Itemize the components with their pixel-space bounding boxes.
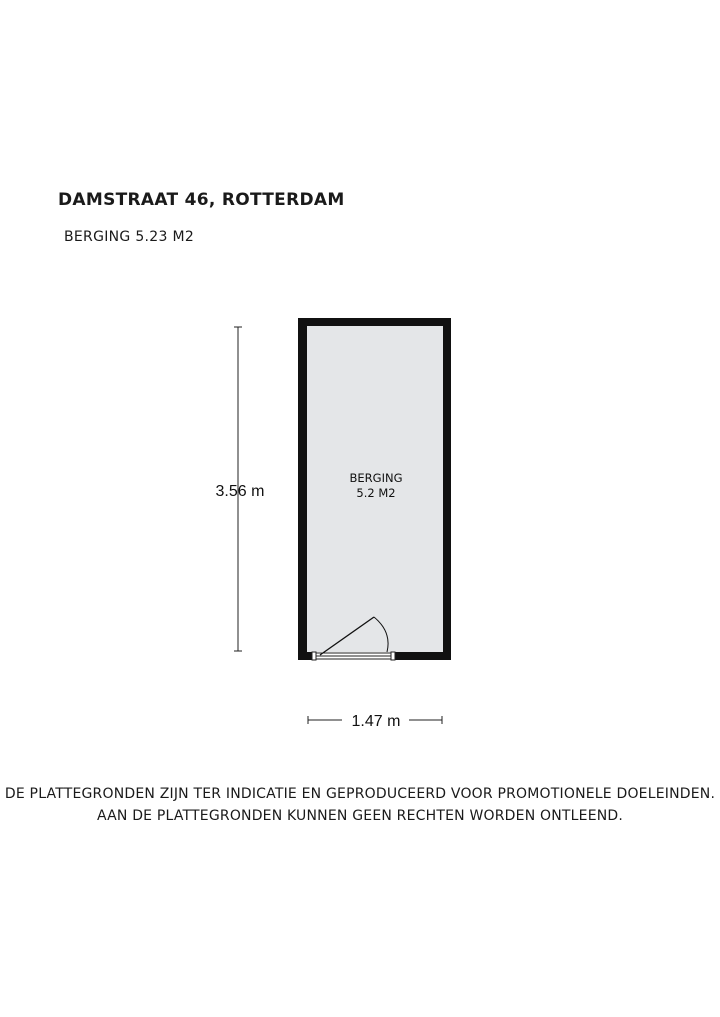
area-subtitle: BERGING 5.23 M2 <box>64 229 195 245</box>
disclaimer-line-1: DE PLATTEGRONDEN ZIJN TER INDICATIE EN GEPRODUCEERD VOOR PROMOTIONELE DOELEINDEN. <box>4 786 716 802</box>
room-area-label: 5.2 M2 <box>356 486 396 500</box>
disclaimer-line-2: AAN DE PLATTEGRONDEN KUNNEN GEEN RECHTEN WORDEN ONTLEEND. <box>96 808 624 824</box>
width-dimension-label: 1.47 m <box>351 713 401 730</box>
height-dimension-label: 3.56 m <box>215 483 265 500</box>
wall-left <box>298 318 307 660</box>
wall-bottom-right <box>391 652 451 660</box>
wall-top <box>298 318 450 326</box>
wall-right <box>443 318 451 660</box>
address-title: DAMSTRAAT 46, ROTTERDAM <box>58 190 345 210</box>
room-name-label: BERGING <box>349 471 403 485</box>
